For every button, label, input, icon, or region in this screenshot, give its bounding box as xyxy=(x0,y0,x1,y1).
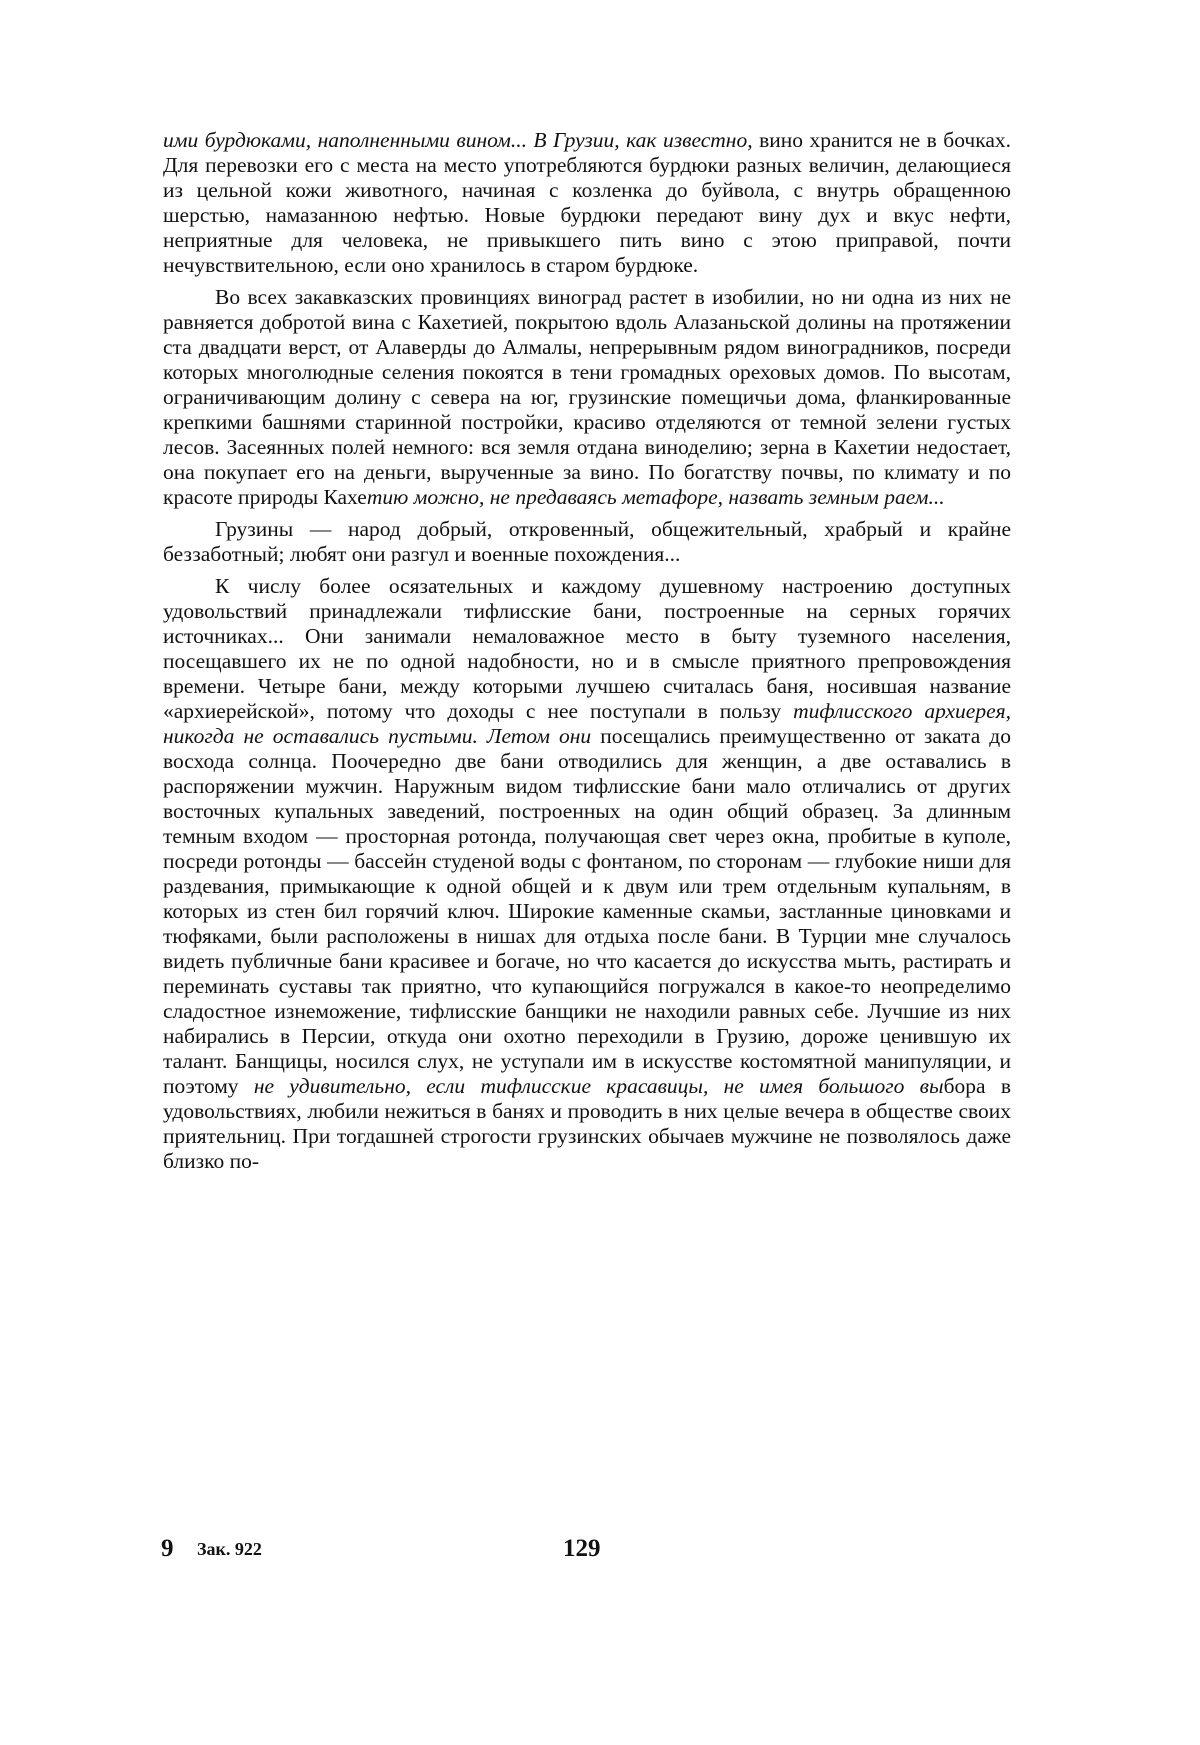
paragraph-2 xyxy=(163,285,1011,510)
page-number: 129 xyxy=(563,1535,601,1562)
paragraph-1-text: вино хранится не в бочках. Для перевозки его с места на место употребляются бурдюки разных величин, делающиеся из цельной кожи животного, начиная с козленка до буйвола, с внутрь обращенною шерстью, намазанною нефтью. Новые бурдюки передают вину дух и вкус нефти, неприятные для человека, не привыкшего пить вино с этою приправой, почти нечувствительною, если оно хранилось в старом бурдюке. xyxy=(163,128,1012,277)
paragraph-4-text-2: посещались преимущественно от заката до восхода солнца. Поочередно две бани отводились для женщин, а две оставались в распоряжении мужчин. Наружным видом тифлисские бани мало отличались от других восточных купальных заведений, построенных на один общий образец. За длинным темным входом — просторная ротонда, получающая свет через окна, пробитые в куполе, посреди ротонды — бассейн студеной воды с фонтаном, по сторонам — глубокие ниши для раздевания, примыкающие к одной общей и к двум или трем отдельным купальням, в которых из стен бил горячий ключ. Широкие каменные скамьи, застланные циновками и тюфяками, были расположены в нишах для отдыха после бани. В Турции мне случалось видеть публичные бани красивее и богаче, но что касается до искусства мыть, растирать и переминать суставы так приятно, что купающийся погружался в какое-то неопределимо сладостное изнеможение, тифлисские банщики не находили равных себе. Лучшие из них набирались в Персии, откуда они охотно переходили в Грузию, дороже ценившую их талант. Банщицы, носился слух, не уступали им в искусстве костомятной манипуляции, и поэтому xyxy=(163,724,1011,1098)
paragraph-4-italic-2: не удивительно, если тифлисские красавицы, не имея большого вы xyxy=(253,1074,944,1098)
paragraph-2-italic-tail: тию можно, не предаваясь метафоре, назвать земным раем... xyxy=(366,485,945,509)
paragraph-4-text-3: бора в удовольствиях, любили нежиться в банях и проводить в них целые вечера в обществе своих приятельниц. При тогдашней строгости грузинских обычаев мужчине не позволялось даже близко по- xyxy=(163,1074,1011,1173)
paragraph-3-text: Грузины — народ добрый, откровенный, общежительный, храбрый и крайне беззаботный; любят они разгул и военные похождения... xyxy=(163,517,1011,566)
page-footer xyxy=(0,1535,1200,1565)
paragraph-2-text: Во всех закавказских провинциях виноград растет в изобилии, но ни одна из них не равняется добротой вина с Кахетией, покрытою вдоль Алазаньской долины на протяжении ста двадцати верст, от Алаверды до Алмалы, непрерывным рядом виноградников, посреди которых многолюдные селения покоятся в тени громадных ореховых домов. По высотам, ограничивающим долину с севера на юг, грузинские помещичьи дома, фланкированные крепкими башнями старинной постройки, красиво отделяются от темной зелени густых лесов. Засеянных полей немного: вся земля отдана виноделию; зерна в Кахетии недостает, она покупает его на деньги, вырученные за вино. По богатству почвы, по климату и по красоте природы Кахе xyxy=(163,285,1011,509)
paragraph-1 xyxy=(163,128,1011,278)
signature-number: 9 xyxy=(161,1535,174,1562)
paragraph-4 xyxy=(163,574,1011,1174)
paragraph-4-italic-1: тифлисского архиерея, никогда не оставались пустыми. Летом они xyxy=(163,699,1011,748)
paragraph-1-italic-lead: ими бурдюками, наполненными вином... В Грузии, как известно, xyxy=(163,128,753,152)
body-text xyxy=(163,128,1011,1181)
order-number: Зак. 922 xyxy=(197,1539,262,1559)
paragraph-3 xyxy=(163,517,1011,567)
paragraph-4-text-1: К числу более осязательных и каждому душевному настроению доступных удовольствий принадлежали тифлисские бани, построенные на серных горячих источниках... Они занимали немаловажное место в быту туземного населения, посещавшего их не по одной надобности, но и в смысле приятного препровождения времени. Четыре бани, между которыми лучшею считалась баня, носившая название «архиерейской», потому что доходы с нее поступали в пользу xyxy=(163,574,1011,723)
